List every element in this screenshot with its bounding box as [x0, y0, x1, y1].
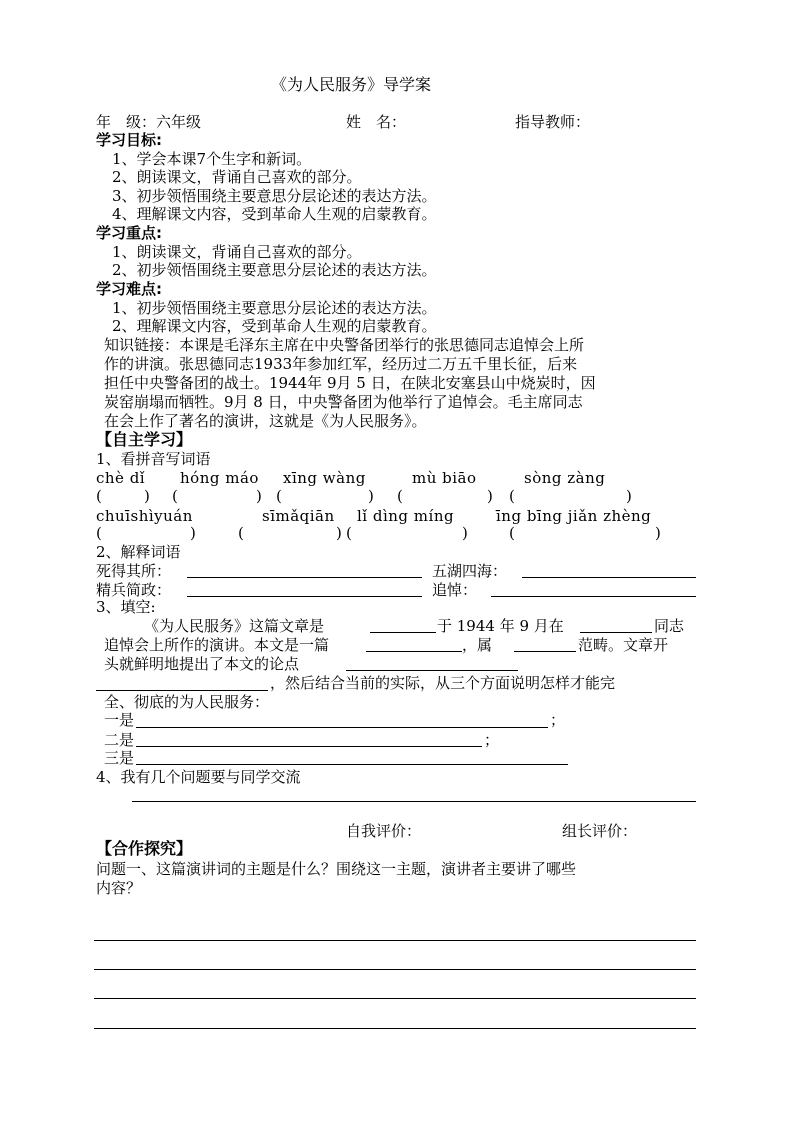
term-label: 追悼： — [432, 581, 478, 599]
fill-text: 于 1944 年 9 月在 — [437, 617, 564, 635]
fill-blank[interactable] — [346, 670, 518, 671]
self-eval-label: 自我评价： — [346, 822, 422, 840]
pinyin-6: chuīshìyuán — [96, 507, 193, 525]
page-title: 《为人民服务》导学案 — [271, 75, 432, 94]
goal-item: 1、学会本课7个生字和新词。 — [112, 150, 312, 168]
pinyin-4: mù biāo — [412, 469, 477, 487]
pinyin-7: sīmǎqiān — [262, 507, 335, 525]
goal-item: 3、初步领悟围绕主要意思分层论述的表达方法。 — [112, 187, 437, 205]
term-label: 五湖四海： — [432, 562, 508, 580]
pinyin-2: hóng máo — [180, 469, 259, 487]
fill-text: 追悼会上所作的演讲。本文是一篇 — [104, 636, 330, 654]
fill-text: 三是 — [104, 749, 135, 767]
term-answer-line[interactable] — [522, 577, 696, 578]
difficult-points-heading: 学习难点: — [96, 280, 162, 298]
answer-paren-close: ) — [256, 487, 262, 505]
fill-blank[interactable] — [580, 632, 652, 633]
answer-paren-close: ) — [487, 487, 493, 505]
pinyin-9: īng bīng jiǎn zhèng — [496, 507, 652, 525]
question-answer-line[interactable] — [132, 801, 696, 802]
key-points-heading: 学习重点: — [96, 224, 162, 242]
answer-line[interactable] — [94, 969, 696, 970]
fill-text: ，然后结合当前的实际，从三个方面说明怎样才能完 — [270, 674, 616, 692]
fill-blank[interactable] — [366, 651, 462, 652]
answer-paren-open: ( — [509, 524, 515, 542]
answer-paren-open: ( — [238, 524, 244, 542]
answer-paren-open: ( — [172, 487, 178, 505]
fill-text: 一是 — [104, 711, 135, 729]
question-3: 3、填空: — [96, 598, 156, 616]
fill-text: 全、彻底的为人民服务： — [104, 693, 270, 711]
answer-paren-open: ( — [276, 487, 282, 505]
pinyin-1: chè dǐ — [96, 469, 146, 487]
fill-text: 范畴。文章开 — [578, 636, 669, 654]
answer-paren-close: ) — [626, 487, 632, 505]
question-4: 4、我有几个问题要与同学交流 — [96, 768, 301, 786]
fill-blank[interactable] — [136, 727, 548, 728]
answer-paren-open: ( — [397, 487, 403, 505]
goals-heading: 学习目标: — [96, 131, 162, 149]
term-label: 死得其所： — [96, 562, 172, 580]
answer-paren-close: ) — [144, 487, 150, 505]
answer-paren-close: ) — [368, 487, 374, 505]
student-name-field[interactable]: 姓 名： — [346, 113, 407, 131]
answer-paren-open: ( — [346, 524, 352, 542]
cooperative-heading: 【合作探究】 — [96, 839, 193, 858]
fill-blank[interactable] — [514, 651, 576, 652]
fill-blank[interactable] — [96, 690, 268, 691]
answer-paren-open: ( — [96, 524, 102, 542]
fill-text: 二是 — [104, 731, 135, 749]
knowledge-line: 作的讲演。张思德同志1933年参加红军，经历过二万五千里长征，后来 — [104, 355, 578, 373]
term-answer-line[interactable] — [187, 577, 422, 578]
fill-text: 同志 — [654, 617, 685, 635]
fill-text: 《为人民服务》这篇文章是 — [144, 617, 325, 635]
fill-blank[interactable] — [136, 746, 482, 747]
answer-line[interactable] — [94, 1028, 696, 1029]
fill-blank[interactable] — [370, 632, 436, 633]
answer-paren-close: ) — [190, 524, 196, 542]
term-answer-line[interactable] — [491, 596, 696, 597]
term-answer-line[interactable] — [187, 596, 422, 597]
knowledge-line: 炭窑崩塌而牺牲。9月 8 日，中央警备团为他举行了追悼会。毛主席同志 — [104, 393, 583, 411]
knowledge-line: 在会上作了著名的演讲，这就是《为人民服务》。 — [104, 412, 427, 430]
question-2: 2、解释词语 — [96, 543, 181, 561]
difficult-point-item: 2、理解课文内容，受到革命人生观的启蒙教育。 — [112, 317, 437, 335]
pinyin-5: sòng zàng — [524, 469, 606, 487]
self-study-heading: 【自主学习】 — [96, 430, 193, 449]
fill-text: ，属 — [462, 636, 493, 654]
fill-text: ； — [484, 731, 500, 749]
answer-paren-close: ) — [462, 524, 468, 542]
pinyin-8: lǐ dìng míng — [357, 507, 455, 525]
difficult-point-item: 1、初步领悟围绕主要意思分层论述的表达方法。 — [112, 299, 437, 317]
fill-text: ； — [550, 711, 566, 729]
answer-paren-open: ( — [509, 487, 515, 505]
teacher-field[interactable]: 指导教师： — [515, 113, 591, 131]
answer-line[interactable] — [94, 940, 696, 941]
cooperative-question: 内容？ — [96, 879, 142, 897]
goal-item: 4、理解课文内容，受到革命人生观的启蒙教育。 — [112, 205, 437, 223]
grade-field: 年 级：六年级 — [96, 113, 202, 131]
pinyin-3: xīng wàng — [283, 469, 366, 487]
leader-eval-label: 组长评价： — [562, 822, 638, 840]
key-point-item: 2、初步领悟围绕主要意思分层论述的表达方法。 — [112, 261, 437, 279]
fill-blank[interactable] — [136, 764, 568, 765]
key-point-item: 1、朗读课文，背诵自己喜欢的部分。 — [112, 243, 362, 261]
answer-paren-close: ) — [336, 524, 342, 542]
fill-text: 头就鲜明地提出了本文的论点 — [104, 655, 300, 673]
answer-paren-open: ( — [96, 487, 102, 505]
knowledge-line: 知识链接：本课是毛泽东主席在中央警备团举行的张思德同志追悼会上所 — [104, 336, 585, 354]
knowledge-line: 担任中央警备团的战士。1944年 9月 5 日，在陕北安塞县山中烧炭时，因 — [104, 374, 596, 392]
cooperative-question: 问题一、这篇演讲词的主题是什么？围绕这一主题，演讲者主要讲了哪些 — [96, 860, 577, 878]
question-1: 1、看拼音写词语 — [96, 450, 211, 468]
term-label: 精兵简政： — [96, 581, 172, 599]
answer-line[interactable] — [94, 998, 696, 999]
answer-paren-close: ) — [655, 524, 661, 542]
goal-item: 2、朗读课文，背诵自己喜欢的部分。 — [112, 168, 362, 186]
